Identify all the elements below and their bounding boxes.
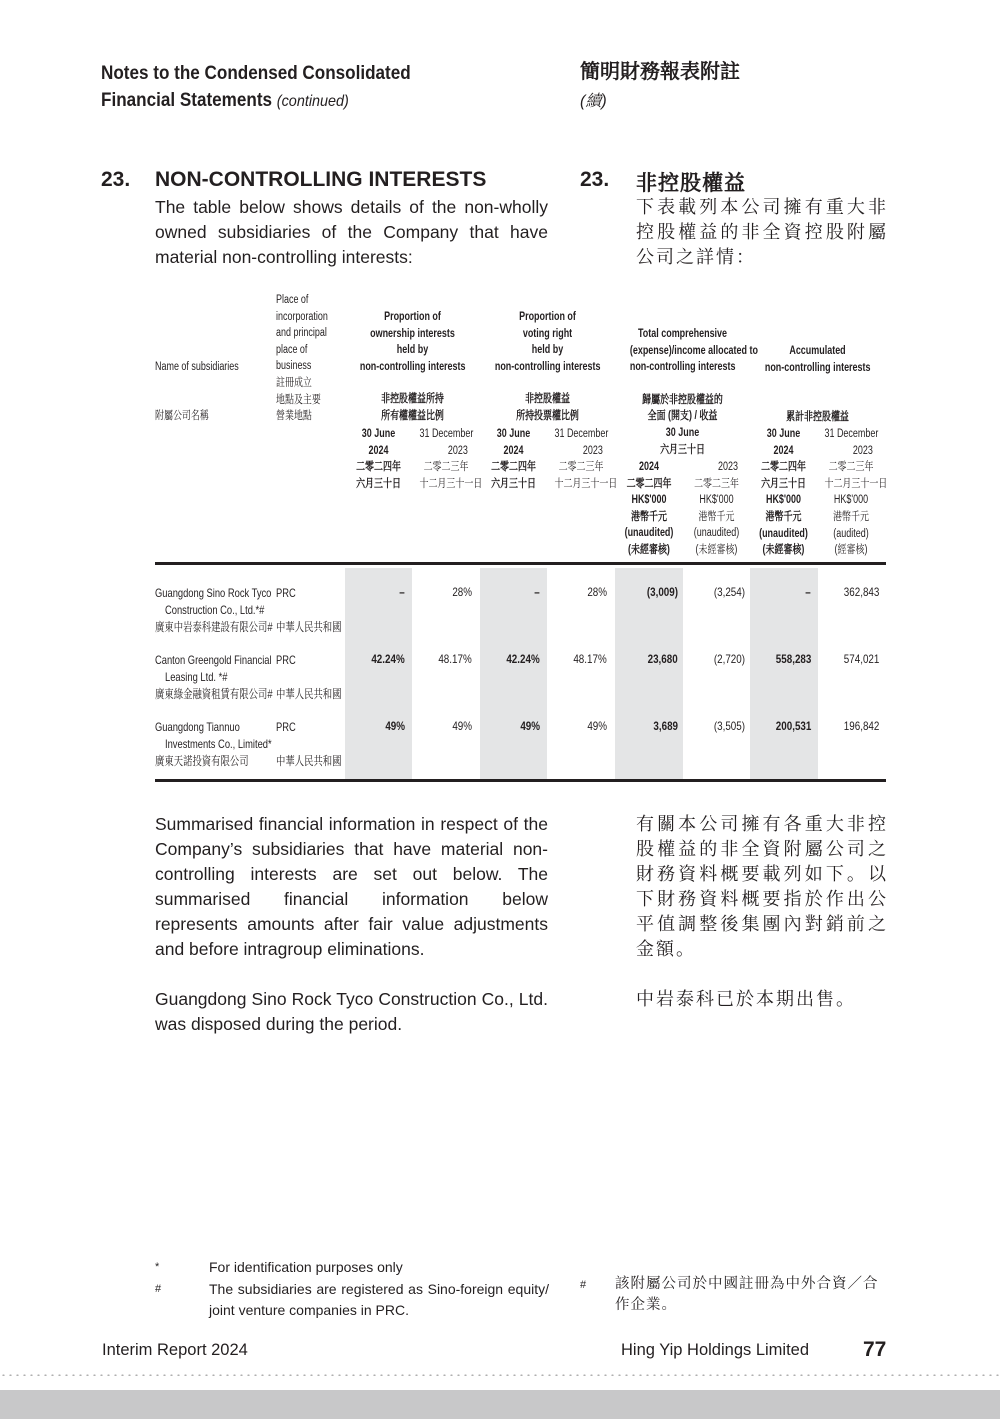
row-place-en: PRC — [276, 720, 296, 734]
th-date-line: 六月三十日 — [761, 477, 806, 490]
th-date-line: 十二月三十一日 — [824, 477, 888, 490]
row-place-zh: 中華人民共和國 — [276, 620, 342, 634]
th-date-line: 2024 — [368, 444, 389, 457]
th-ownership-line: 所有權權益比例 — [381, 409, 444, 422]
th-place-line: 註冊成立 — [276, 376, 312, 389]
th-ownership-2023 — [419, 426, 483, 492]
th-date-line: HK$'000 — [765, 494, 802, 507]
th-date-line: 十二月三十一日 — [419, 477, 483, 490]
th-place-line: Place of — [276, 294, 309, 306]
row-name-en: Investments Co., Limited* — [165, 737, 272, 751]
row-name-en: Guangdong Tiannuo — [155, 720, 240, 734]
th-place-line: 地點及主要 — [276, 393, 321, 406]
th-tci-date: 30 June — [665, 426, 700, 439]
row-name-en: Leasing Ltd. *# — [165, 670, 228, 684]
summary-para2-en: Guangdong Sino Rock Tyco Construction Co., Ltd. was disposed during the period. — [155, 989, 548, 1034]
table-top-rule — [155, 562, 886, 565]
summary-para1-zh: 有關本公司擁有各重大非控股權益的非全資附屬公司之財務資料概要載列如下。以下財務資料概要指於作出公平值調整後集團內對銷前之金額。 — [636, 814, 888, 959]
th-acc-line: non-controlling interests — [764, 361, 871, 374]
th-voting-line: 所持投票權比例 — [516, 409, 579, 422]
th-tci-date-zh: 六月三十日 — [660, 443, 705, 456]
th-date-line: 31 December — [824, 428, 879, 440]
row-name-zh: 廣東天諾投資有限公司 — [155, 754, 249, 768]
th-status: (unaudited) — [624, 527, 674, 540]
row-value-tci2024: (3,009) — [646, 585, 678, 599]
row-value-vote2024: 49% — [520, 719, 540, 733]
th-year: 2024 — [639, 461, 659, 473]
th-voting-line: 非控股權益 — [525, 393, 570, 406]
th-status-zh: (未經審核) — [628, 543, 670, 556]
th-place-line: place of — [276, 343, 308, 356]
summary-para1-en: Summarised financial information in respect of the Company’s subsidiaries that have material non-controlling interests are set out below. The summarised financial information below represents amounts after fair value adjustments and before intragroup eliminations. — [155, 814, 548, 959]
footnote-hash-mark-zh: # — [580, 1279, 587, 1291]
th-date-line: 港幣千元 — [765, 510, 802, 523]
th-voting-line: voting right — [522, 327, 573, 340]
row-value-vote2023: 48.17% — [573, 652, 607, 666]
th-name-zh: 附屬公司名稱 — [155, 410, 209, 422]
row-value-acc2024: 558,283 — [775, 652, 811, 666]
th-date-line: 2023 — [582, 444, 603, 457]
header-line2: Financial Statements — [101, 90, 273, 111]
section-number-zh: 23. — [580, 168, 610, 191]
th-name-en: Name of subsidiaries — [155, 361, 239, 373]
row-name-en: Guangdong Sino Rock Tyco — [155, 586, 272, 600]
row-place-en: PRC — [276, 586, 296, 600]
th-tci-2023 — [690, 459, 742, 559]
th-ownership-line: ownership interests — [370, 327, 455, 340]
th-status-zh: (未經審核) — [695, 543, 738, 556]
th-date-line: 2024 — [773, 444, 794, 457]
th-ownership-line: non-controlling interests — [359, 360, 466, 373]
row-value-tci2024: 23,680 — [647, 652, 678, 666]
th-date-line: 二零二四年 — [761, 461, 806, 474]
footnote-hash-text: The subsidiaries are registered as Sino-foreign equity/ joint venture companies in PRC. — [209, 1281, 549, 1318]
row-value-vote2024: 42.24% — [506, 652, 540, 666]
footnote-hash-text-zh: 該附屬公司於中國註冊為中外合資／合作企業。 — [615, 1276, 879, 1313]
th-year-zh: 二零二四年 — [626, 477, 672, 490]
th-year: 2023 — [717, 461, 738, 473]
row-value-acc2024: 200,531 — [775, 719, 811, 733]
row-value-acc2023: 362,843 — [843, 585, 879, 599]
th-date-line: 30 June — [361, 428, 396, 440]
row-value-acc2023: 574,021 — [843, 652, 879, 666]
row-place-en: PRC — [276, 653, 296, 667]
th-voting-2023 — [554, 426, 618, 492]
th-tci-line: (expense)/income allocated to — [629, 344, 758, 357]
footnote-star-text: For identification purposes only — [209, 1259, 403, 1275]
th-date-line: 2023 — [852, 444, 873, 457]
row-value-own2024: 42.24% — [371, 652, 405, 666]
th-date-line: (經審核) — [834, 544, 868, 557]
section-number-en: 23. — [101, 168, 131, 191]
th-unit-zh: 港幣千元 — [698, 510, 735, 523]
th-acc-line: 累計非控股權益 — [786, 411, 849, 424]
th-unit: HK$'000 — [631, 494, 667, 507]
th-tci — [629, 326, 758, 458]
th-date-line: 30 June — [496, 428, 531, 440]
row-value-vote2024: – — [534, 585, 540, 599]
th-date-line: 30 June — [766, 428, 801, 440]
row-value-acc2023: 196,842 — [843, 719, 879, 733]
th-voting-2024 — [487, 426, 539, 492]
th-year-zh: 二零二三年 — [694, 477, 739, 490]
th-tci-line: Total comprehensive — [637, 328, 728, 340]
th-date-line: (unaudited) — [759, 527, 808, 540]
th-status: (unaudited) — [693, 527, 740, 540]
summary-para2-zh: 中岩泰科已於本期出售。 — [636, 989, 856, 1009]
row-name-zh: 廣東中岩泰科建設有限公司# — [155, 620, 273, 634]
th-tci-line: 歸屬於非控股權益的 — [642, 393, 723, 406]
th-accumulated-2024 — [757, 426, 809, 559]
row-value-own2023: 49% — [452, 719, 472, 733]
th-place-line: and principal — [276, 327, 327, 340]
th-tci-line: 全面 (開支) / 收益 — [647, 410, 718, 423]
th-date-line: (未經審核) — [762, 544, 805, 557]
th-date-line: 31 December — [419, 428, 474, 440]
th-date-line: 二零二四年 — [356, 461, 401, 474]
shade-col — [480, 568, 547, 779]
th-date-line: 二零二三年 — [828, 461, 874, 474]
section-title-zh: 非控股權益 — [636, 172, 746, 195]
th-date-line: (audited) — [833, 527, 869, 540]
th-date-line: 六月三十日 — [491, 477, 536, 490]
th-date-line: 31 December — [554, 428, 609, 440]
header-line1: Notes to the Condensed Consolidated — [101, 63, 411, 84]
row-value-tci2023: (3,505) — [713, 719, 745, 733]
th-date-line: 十二月三十一日 — [554, 477, 618, 490]
th-place-line: business — [276, 360, 312, 373]
shade-col — [615, 568, 683, 779]
th-tci-2024 — [622, 459, 675, 559]
th-date-line: 二零二三年 — [423, 461, 469, 474]
th-date-line: 二零二三年 — [558, 461, 604, 474]
th-ownership-line: Proportion of — [384, 311, 441, 323]
page-number: 77 — [863, 1338, 887, 1361]
th-place — [276, 292, 328, 425]
row-name-en: Construction Co., Ltd.*# — [165, 603, 265, 617]
footer-report-title: Interim Report 2024 — [102, 1341, 248, 1359]
header-title-en — [101, 60, 411, 115]
th-accumulated-2023 — [824, 426, 888, 559]
th-unit-zh: 港幣千元 — [631, 510, 667, 523]
th-date-line: 六月三十日 — [356, 477, 401, 490]
footnote-hash-mark: # — [155, 1283, 162, 1295]
row-place-zh: 中華人民共和國 — [276, 754, 342, 768]
th-voting-line: non-controlling interests — [494, 360, 601, 373]
row-place-zh: 中華人民共和國 — [276, 687, 342, 701]
th-date-line: 二零二四年 — [491, 461, 536, 474]
row-value-vote2023: 49% — [587, 719, 607, 733]
row-name-zh: 廣東綠金融資租賃有限公司# — [155, 687, 273, 701]
th-voting — [495, 309, 600, 425]
th-place-line: incorporation — [276, 310, 328, 323]
row-value-own2024: 49% — [385, 719, 405, 733]
th-date-line: HK$'000 — [833, 494, 869, 507]
footnote-star-mark: * — [155, 1261, 160, 1273]
row-value-own2023: 28% — [452, 585, 472, 599]
th-accumulated — [765, 343, 870, 426]
th-acc-line: Accumulated — [789, 345, 846, 357]
row-value-tci2024: 3,689 — [653, 719, 678, 733]
header-zh-continued: (續) — [580, 93, 607, 110]
row-name-en: Canton Greengold Financial — [155, 653, 272, 667]
footer-company: Hing Yip Holdings Limited — [621, 1341, 810, 1359]
th-voting-line: held by — [531, 344, 564, 357]
decorative-grey-band — [0, 1376, 1000, 1419]
section-title-en: NON-CONTROLLING INTERESTS — [155, 168, 487, 191]
section-intro-en: The table below shows details of the non-wholly owned subsidiaries of the Company that have material non-controlling interests: — [155, 197, 548, 267]
th-ownership-2024 — [352, 426, 404, 492]
shade-col — [750, 568, 818, 779]
th-ownership-line: held by — [396, 344, 429, 357]
shade-col — [345, 568, 412, 779]
row-value-own2024: – — [399, 585, 405, 599]
th-date-line: 港幣千元 — [833, 510, 869, 523]
th-ownership-line: 非控股權益所持 — [381, 393, 444, 406]
row-value-tci2023: (2,720) — [713, 652, 745, 666]
row-value-tci2023: (3,254) — [713, 585, 745, 599]
th-date-line: 2024 — [503, 444, 524, 457]
header-continued: (continued) — [276, 93, 349, 110]
row-value-own2023: 48.17% — [438, 652, 472, 666]
row-value-vote2023: 28% — [587, 585, 607, 599]
th-date-line: 2023 — [447, 444, 468, 457]
th-voting-line: Proportion of — [519, 311, 576, 323]
th-ownership — [360, 309, 465, 425]
table-bottom-rule — [155, 779, 886, 782]
header-title-zh — [580, 58, 740, 116]
th-unit: HK$'000 — [699, 494, 734, 507]
section-intro-zh: 下表載列本公司擁有重大非控股權益的非全資控股附屬公司之詳情： — [636, 197, 888, 267]
header-zh-title: 簡明財務報表附註 — [580, 61, 740, 83]
row-value-acc2024: – — [805, 585, 811, 599]
th-place-line: 營業地點 — [276, 410, 312, 423]
th-tci-line: non-controlling interests — [629, 361, 736, 374]
